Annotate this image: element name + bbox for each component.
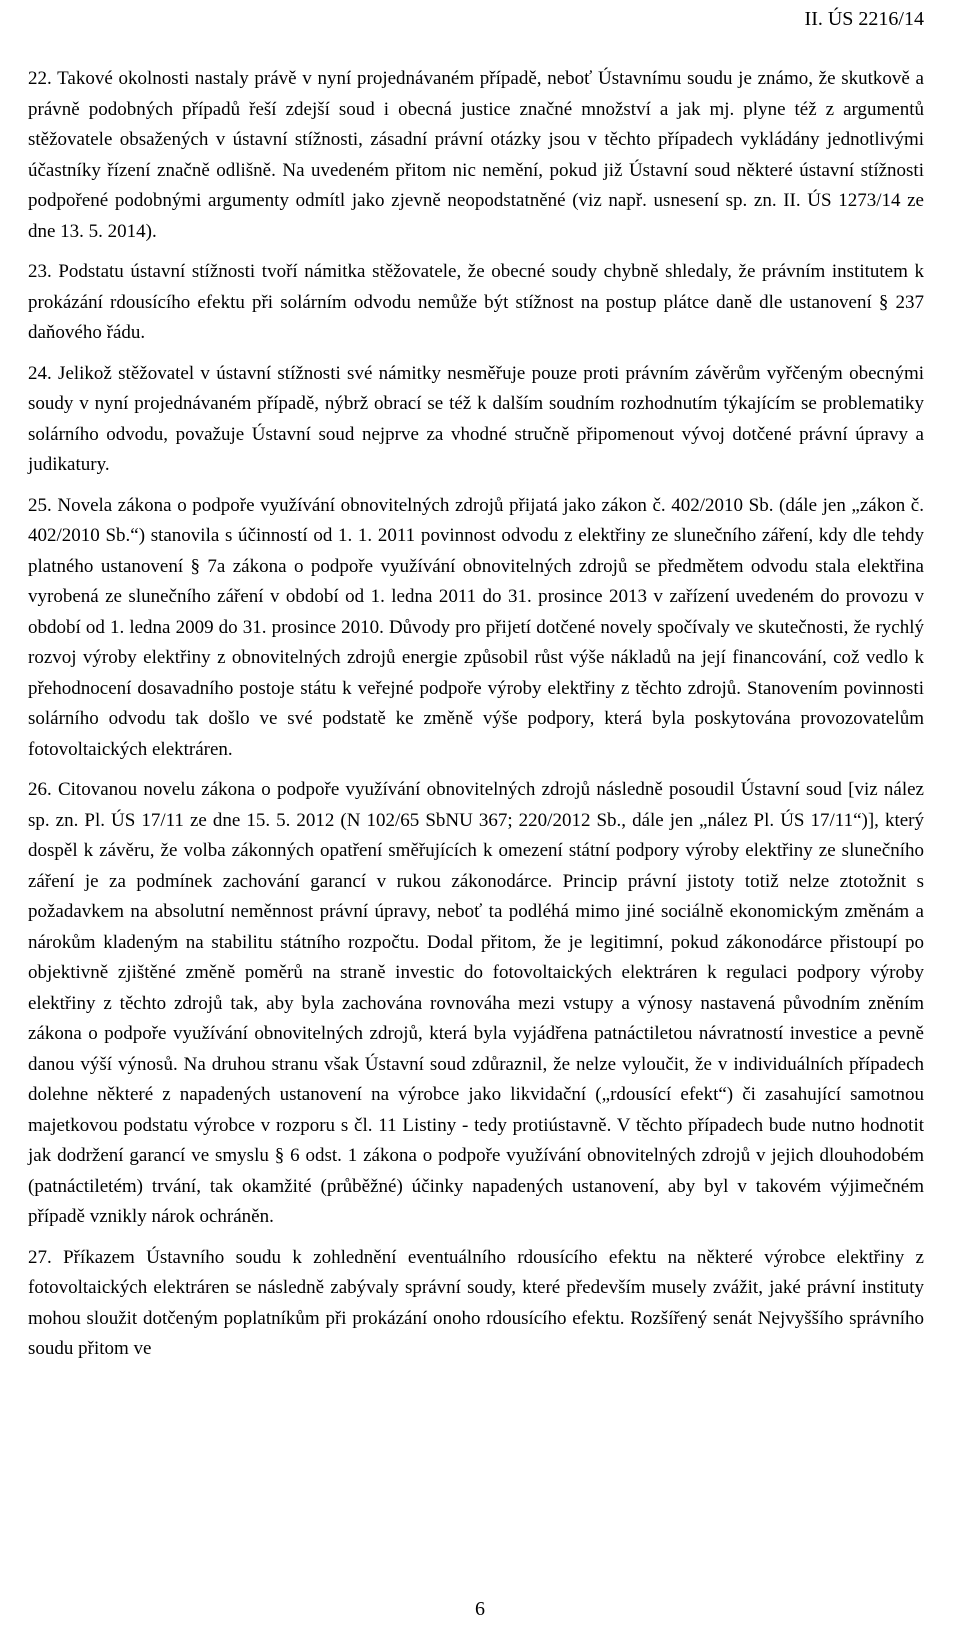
- document-body: [28, 64, 924, 1375]
- paragraph-22: 22. Takové okolnosti nastaly právě v nyní projednávaném případě, neboť Ústavnímu soudu je známo, že skutkově a právně podobných případů řeší zdejší soud i obecná justice značné množství a jak mj. plyne též z argumentů stěžovatele obsažených v ústavní stížnosti, zásadní právní otázky jsou v těchto případech vykládány jednotlivými účastníky řízení značně odlišně. Na uvedeném přitom nic nemění, pokud již Ústavní soud některé ústavní stížnosti podpořené podobnými argumenty odmítl jako zjevně neopodstatněné (viz např. usnesení sp. zn. II. ÚS 1273/14 ze dne 13. 5. 2014).: [28, 68, 924, 242]
- paragraph-23: 23. Podstatu ústavní stížnosti tvoří námitka stěžovatele, že obecné soudy chybně shledaly, že právním institutem k prokázání rdousícího efektu při solárním odvodu nemůže být stížnost na postup plátce daně dle ustanovení § 237 daňového řádu.: [28, 261, 924, 343]
- paragraph-25: 25. Novela zákona o podpoře využívání obnovitelných zdrojů přijatá jako zákon č. 402/2010 Sb. (dále jen „zákon č. 402/2010 Sb.“) stanovila s účinností od 1. 1. 2011 povinnost odvodu z elektřiny ze slunečního záření, kdy dle tehdy platného ustanovení § 7a zákona o podpoře využívání obnovitelných zdrojů se předmětem odvodu stala elektřina vyrobená ze slunečního záření v období od 1. ledna 2011 do 31. prosince 2013 v zařízení uvedeném do provozu v období od 1. ledna 2009 do 31. prosince 2010. Důvody pro přijetí dotčené novely spočívaly ve skutečnosti, že rychlý rozvoj výroby elektřiny z obnovitelných zdrojů energie způsobil růst výše nákladů na její financování, což vedlo k přehodnocení dosavadního postoje státu k veřejné podpoře výroby elektřiny z těchto zdrojů. Stanovením povinnosti solárního odvodu tak došlo ve své podstatě ke změně výše podpory, která byla poskytována provozovatelům fotovoltaických elektráren.: [28, 494, 924, 760]
- case-number-header: II. ÚS 2216/14: [804, 8, 924, 30]
- paragraph-24: 24. Jelikož stěžovatel v ústavní stížnosti své námitky nesměřuje pouze proti právním závěrům vyřčeným obecnými soudy v nyní projednávaném případě, nýbrž obrací se též k dalším soudním rozhodnutím týkajícím se problematiky solárního odvodu, považuje Ústavní soud nejprve za vhodné stručně připomenout vývoj dotčené právní úpravy a judikatury.: [28, 362, 924, 475]
- paragraph-26: 26. Citovanou novelu zákona o podpoře využívání obnovitelných zdrojů následně posoudil Ústavní soud [viz nález sp. zn. Pl. ÚS 17/11 ze dne 15. 5. 2012 (N 102/65 SbNU 367; 220/2012 Sb., dále jen „nález Pl. ÚS 17/11“)], který dospěl k závěru, že volba zákonných opatření směřujících k omezení státní podpory výroby elektřiny ze slunečního záření je za podmínek zachování garancí v rukou zákonodárce. Princip právní jistoty totiž nelze ztotožnit s požadavkem na absolutní neměnnost právní úpravy, neboť ta podléhá mimo jiné sociálně ekonomickým změnám a nárokům kladeným na stabilitu státního rozpočtu. Dodal přitom, že je legitimní, pokud zákonodárce přistoupí po objektivně zjištěné změně poměrů na straně investic do fotovoltaických elektráren k regulaci podpory výroby elektřiny z těchto zdrojů tak, aby byla zachována rovnováha mezi vstupy a výnosy nastavená původním zněním zákona o podpoře využívání obnovitelných zdrojů, která byla vyjádřena patnáctiletou návratností investice a pevně danou výší výnosů. Na druhou stranu však Ústavní soud zdůraznil, že nelze vyloučit, že v individuálních případech dolehne některé z napadených ustanovení na výrobce jako likvidační („rdousící efekt“) či zasahující samotnou majetkovou podstatu výrobce v rozporu s čl. 11 Listiny - tedy protiústavně. V těchto případech bude nutno hodnotit jak dodržení garancí ve smyslu § 6 odst. 1 zákona o podpoře využívání obnovitelných zdrojů v jejich dlouhodobém (patnáctiletém) trvání, tak okamžité (průběžné) účinky napadených ustanovení, aby byl v takovém výjimečném případě vznikly nárok ochráněn.: [28, 779, 924, 1227]
- paragraph-27: 27. Příkazem Ústavního soudu k zohlednění eventuálního rdousícího efektu na některé výrobce elektřiny z fotovoltaických elektráren se následně zabývaly správní soudy, které především musely zvážit, jaké právní instituty mohou sloužit dotčeným poplatníkům při prokázání onoho rdousícího efektu. Rozšířený senát Nejvyššího správního soudu přitom ve: [28, 1246, 924, 1359]
- page-number: 6: [475, 1598, 485, 1620]
